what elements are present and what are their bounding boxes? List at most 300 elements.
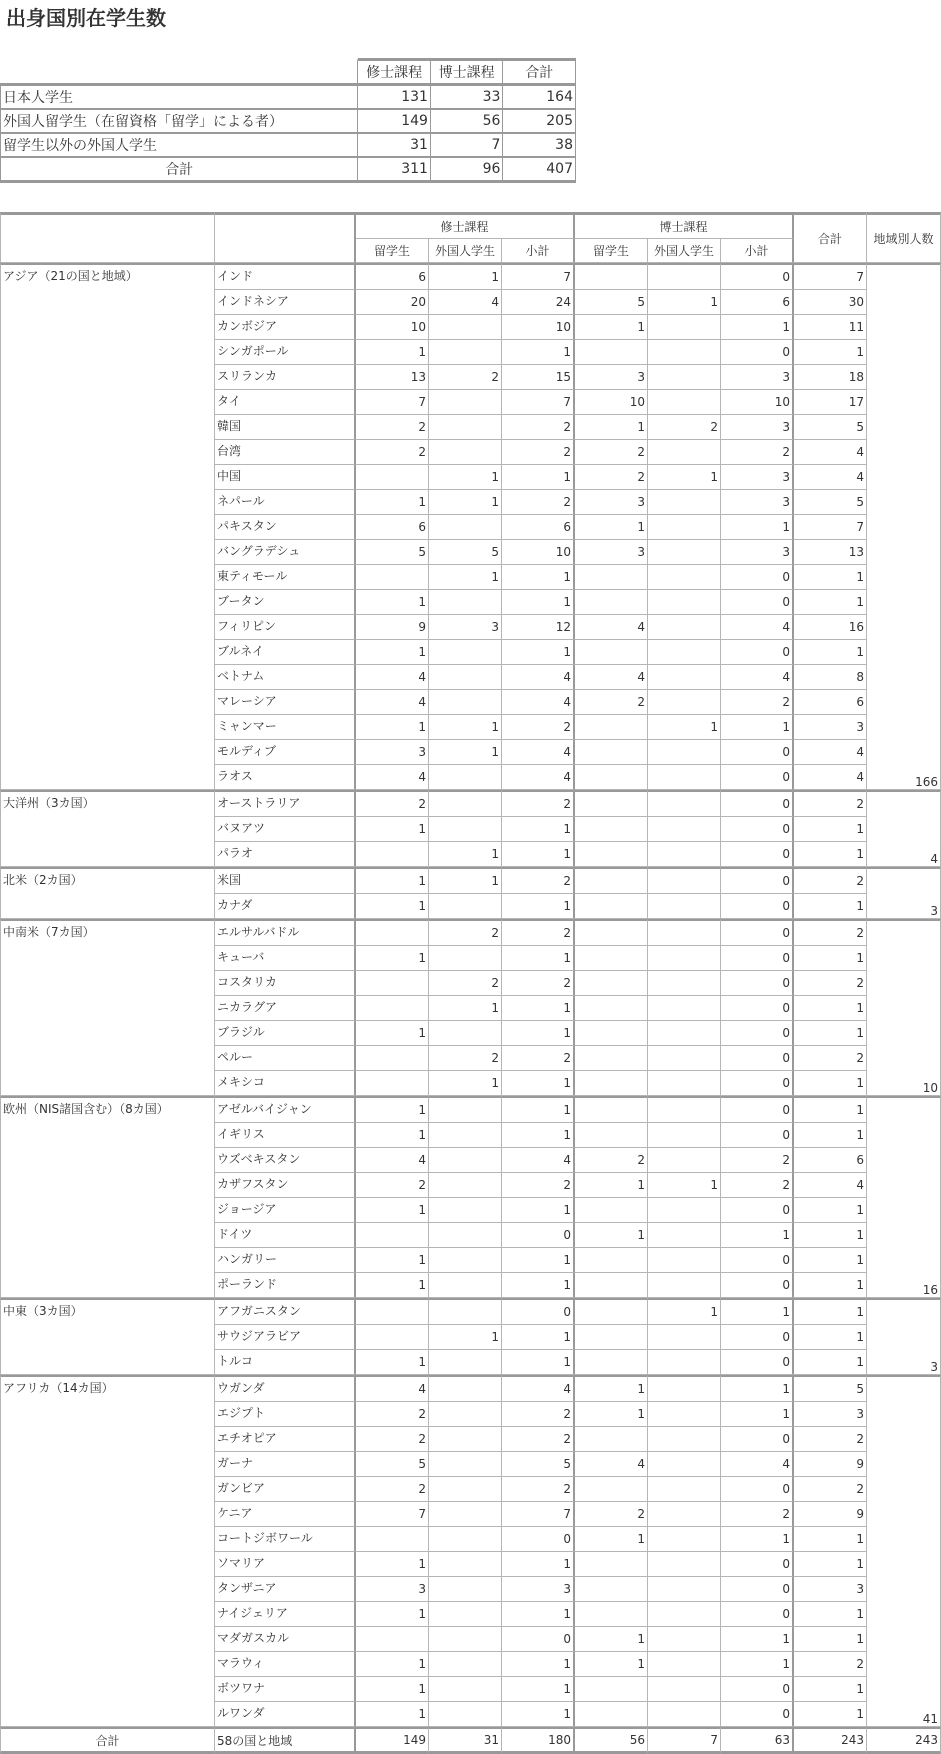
subheader-cell: 外国人学生 xyxy=(429,239,502,263)
count-cell xyxy=(648,919,721,946)
summary-value: 56 xyxy=(431,108,504,132)
count-cell xyxy=(575,1273,648,1298)
count-cell xyxy=(429,1702,502,1727)
count-cell: 2 xyxy=(721,1502,794,1527)
count-cell: 2 xyxy=(356,1427,429,1452)
country-name: マラウィ xyxy=(215,1652,356,1677)
count-cell xyxy=(575,1123,648,1148)
country-name: ウガンダ xyxy=(215,1375,356,1402)
count-cell xyxy=(429,817,502,842)
count-cell: 0 xyxy=(721,842,794,867)
count-cell: 2 xyxy=(794,971,867,996)
count-cell xyxy=(648,1350,721,1375)
count-cell: 1 xyxy=(794,1273,867,1298)
count-cell: 0 xyxy=(721,1602,794,1627)
count-cell xyxy=(429,390,502,415)
count-cell: 12 xyxy=(502,615,575,640)
count-cell: 2 xyxy=(356,415,429,440)
country-name: 韓国 xyxy=(215,415,356,440)
count-cell: 4 xyxy=(794,765,867,790)
count-cell: 15 xyxy=(502,365,575,390)
country-name: タンザニア xyxy=(215,1577,356,1602)
count-cell: 0 xyxy=(721,340,794,365)
count-cell: 4 xyxy=(502,665,575,690)
grand-total-value: 7 xyxy=(648,1727,721,1754)
count-cell: 5 xyxy=(575,290,648,315)
country-name: 台湾 xyxy=(215,440,356,465)
summary-row xyxy=(0,84,576,108)
grand-total-value: 63 xyxy=(721,1727,794,1754)
count-cell: 2 xyxy=(794,1652,867,1677)
country-name: ニカラグア xyxy=(215,996,356,1021)
country-name: ミャンマー xyxy=(215,715,356,740)
count-cell: 2 xyxy=(356,440,429,465)
country-name: トルコ xyxy=(215,1350,356,1375)
count-cell: 1 xyxy=(502,1702,575,1727)
count-cell xyxy=(575,565,648,590)
region-total-cell: 4 xyxy=(867,790,941,867)
count-cell: 2 xyxy=(502,790,575,817)
count-cell xyxy=(575,1577,648,1602)
count-cell: 1 xyxy=(575,1402,648,1427)
summary-header-doctor: 博士課程 xyxy=(431,58,504,84)
count-cell xyxy=(429,1350,502,1375)
summary-table xyxy=(0,58,576,183)
count-cell: 2 xyxy=(721,690,794,715)
count-cell: 1 xyxy=(648,465,721,490)
count-cell: 4 xyxy=(502,765,575,790)
count-cell: 1 xyxy=(794,1350,867,1375)
country-name: マレーシア xyxy=(215,690,356,715)
count-cell: 13 xyxy=(794,540,867,565)
count-cell: 5 xyxy=(429,540,502,565)
count-cell: 2 xyxy=(794,1046,867,1071)
summary-total-label: 合計 xyxy=(0,156,358,183)
count-cell xyxy=(429,1375,502,1402)
count-cell xyxy=(429,894,502,919)
count-cell: 1 xyxy=(575,315,648,340)
region-name: 大洋州（3カ国） xyxy=(0,790,215,867)
count-cell: 7 xyxy=(502,263,575,290)
count-cell: 0 xyxy=(721,1477,794,1502)
count-cell: 3 xyxy=(721,365,794,390)
count-cell: 1 xyxy=(356,946,429,971)
count-cell xyxy=(356,465,429,490)
count-cell: 0 xyxy=(721,817,794,842)
count-cell xyxy=(575,590,648,615)
grand-total-value: 56 xyxy=(575,1727,648,1754)
count-cell: 0 xyxy=(502,1223,575,1248)
count-cell xyxy=(648,971,721,996)
count-cell: 7 xyxy=(794,515,867,540)
count-cell xyxy=(575,946,648,971)
count-cell xyxy=(648,1325,721,1350)
count-cell: 1 xyxy=(794,1198,867,1223)
count-cell: 0 xyxy=(502,1627,575,1652)
count-cell: 1 xyxy=(502,1325,575,1350)
count-cell: 0 xyxy=(721,1677,794,1702)
count-cell: 4 xyxy=(429,290,502,315)
count-cell xyxy=(429,315,502,340)
count-cell: 1 xyxy=(356,1096,429,1123)
count-cell: 0 xyxy=(721,1096,794,1123)
count-cell: 6 xyxy=(502,515,575,540)
count-cell: 2 xyxy=(648,415,721,440)
count-cell: 6 xyxy=(356,263,429,290)
count-cell: 2 xyxy=(429,365,502,390)
count-cell xyxy=(575,1552,648,1577)
count-cell: 1 xyxy=(356,490,429,515)
country-name: インドネシア xyxy=(215,290,356,315)
count-cell: 4 xyxy=(356,665,429,690)
summary-value: 149 xyxy=(358,108,431,132)
subheader-cell: 留学生 xyxy=(356,239,429,263)
count-cell: 1 xyxy=(794,565,867,590)
count-cell: 2 xyxy=(575,690,648,715)
count-cell: 0 xyxy=(721,894,794,919)
count-cell: 7 xyxy=(502,390,575,415)
count-cell xyxy=(429,1273,502,1298)
count-cell xyxy=(575,1021,648,1046)
country-name: ペルー xyxy=(215,1046,356,1071)
count-cell xyxy=(575,1198,648,1223)
count-cell xyxy=(429,1652,502,1677)
country-name: ポーランド xyxy=(215,1273,356,1298)
count-cell: 0 xyxy=(721,1198,794,1223)
region-total-cell: 16 xyxy=(867,1096,941,1298)
count-cell: 1 xyxy=(356,1652,429,1677)
count-cell: 0 xyxy=(502,1298,575,1325)
count-cell: 1 xyxy=(356,1273,429,1298)
summary-value: 33 xyxy=(431,84,504,108)
count-cell: 0 xyxy=(721,919,794,946)
count-cell: 1 xyxy=(356,1677,429,1702)
count-cell: 10 xyxy=(721,390,794,415)
count-cell: 0 xyxy=(721,1427,794,1452)
count-cell: 2 xyxy=(502,919,575,946)
count-cell: 0 xyxy=(721,1248,794,1273)
count-cell: 4 xyxy=(721,665,794,690)
count-cell: 0 xyxy=(502,1527,575,1552)
country-name: キューバ xyxy=(215,946,356,971)
count-cell xyxy=(429,1148,502,1173)
count-cell: 0 xyxy=(721,946,794,971)
country-name: コートジボワール xyxy=(215,1527,356,1552)
count-cell: 1 xyxy=(721,715,794,740)
country-name: 東ティモール xyxy=(215,565,356,590)
count-cell: 7 xyxy=(502,1502,575,1527)
count-cell: 1 xyxy=(429,1325,502,1350)
group-header-row xyxy=(0,212,941,239)
count-cell xyxy=(429,1527,502,1552)
grand-total-row xyxy=(0,1727,941,1754)
count-cell: 2 xyxy=(721,440,794,465)
count-cell: 1 xyxy=(429,715,502,740)
count-cell: 1 xyxy=(721,1298,794,1325)
count-cell: 0 xyxy=(721,996,794,1021)
country-name: インド xyxy=(215,263,356,290)
count-cell: 2 xyxy=(502,415,575,440)
count-cell: 9 xyxy=(794,1502,867,1527)
count-cell: 3 xyxy=(429,615,502,640)
country-name: モルディブ xyxy=(215,740,356,765)
country-row xyxy=(0,263,941,290)
count-cell: 2 xyxy=(721,1148,794,1173)
grand-total-value: 31 xyxy=(429,1727,502,1754)
count-cell: 4 xyxy=(356,1375,429,1402)
count-cell: 1 xyxy=(794,1602,867,1627)
count-cell xyxy=(429,1602,502,1627)
count-cell xyxy=(575,1702,648,1727)
count-cell: 4 xyxy=(794,440,867,465)
count-cell: 8 xyxy=(794,665,867,690)
count-cell: 1 xyxy=(575,1223,648,1248)
count-cell: 5 xyxy=(502,1452,575,1477)
count-cell: 1 xyxy=(794,1298,867,1325)
count-cell xyxy=(648,1021,721,1046)
count-cell xyxy=(648,946,721,971)
count-cell xyxy=(648,1627,721,1652)
count-cell: 3 xyxy=(575,365,648,390)
count-cell: 3 xyxy=(721,490,794,515)
count-cell: 1 xyxy=(794,340,867,365)
country-name: アゼルバイジャン xyxy=(215,1096,356,1123)
count-cell xyxy=(648,1677,721,1702)
count-cell xyxy=(575,1350,648,1375)
count-cell: 1 xyxy=(721,1223,794,1248)
country-name: パキスタン xyxy=(215,515,356,540)
count-cell: 2 xyxy=(575,440,648,465)
country-name: ウズベキスタン xyxy=(215,1148,356,1173)
count-cell xyxy=(575,996,648,1021)
count-cell xyxy=(648,365,721,390)
count-cell: 4 xyxy=(794,1173,867,1198)
count-cell: 1 xyxy=(794,996,867,1021)
count-cell: 1 xyxy=(794,842,867,867)
count-cell xyxy=(429,946,502,971)
count-cell: 1 xyxy=(794,817,867,842)
count-cell xyxy=(575,1071,648,1096)
count-cell: 2 xyxy=(721,1173,794,1198)
count-cell: 6 xyxy=(721,290,794,315)
country-row xyxy=(0,919,941,946)
count-cell xyxy=(648,817,721,842)
count-cell xyxy=(648,1602,721,1627)
count-cell: 3 xyxy=(575,540,648,565)
count-cell: 1 xyxy=(794,946,867,971)
summary-value: 311 xyxy=(358,156,431,183)
count-cell: 0 xyxy=(721,1325,794,1350)
header-region-total: 地域別人数 xyxy=(867,212,941,263)
count-cell: 1 xyxy=(356,894,429,919)
summary-value: 164 xyxy=(503,84,576,108)
count-cell: 1 xyxy=(502,996,575,1021)
country-name: ブラジル xyxy=(215,1021,356,1046)
region-name: 中南米（7カ国） xyxy=(0,919,215,1096)
count-cell: 1 xyxy=(721,515,794,540)
country-name: ベトナム xyxy=(215,665,356,690)
count-cell: 1 xyxy=(721,1527,794,1552)
summary-header-row xyxy=(0,58,576,84)
count-cell xyxy=(648,390,721,415)
count-cell: 2 xyxy=(502,440,575,465)
count-cell xyxy=(648,1046,721,1071)
country-name: スリランカ xyxy=(215,365,356,390)
count-cell: 2 xyxy=(502,867,575,894)
count-cell xyxy=(356,1298,429,1325)
count-cell xyxy=(429,1198,502,1223)
count-cell: 1 xyxy=(502,340,575,365)
count-cell: 2 xyxy=(502,1046,575,1071)
count-cell: 1 xyxy=(429,740,502,765)
country-name: 米国 xyxy=(215,867,356,894)
count-cell: 1 xyxy=(575,415,648,440)
count-cell xyxy=(575,790,648,817)
count-cell xyxy=(648,1071,721,1096)
count-cell xyxy=(429,790,502,817)
count-cell xyxy=(429,1627,502,1652)
country-name: イギリス xyxy=(215,1123,356,1148)
count-cell xyxy=(575,263,648,290)
count-cell xyxy=(429,1298,502,1325)
count-cell xyxy=(575,919,648,946)
count-cell: 3 xyxy=(794,1402,867,1427)
count-cell: 4 xyxy=(575,665,648,690)
count-cell xyxy=(429,1402,502,1427)
count-cell xyxy=(356,971,429,996)
count-cell xyxy=(429,1427,502,1452)
count-cell xyxy=(648,1198,721,1223)
summary-corner-cell xyxy=(0,58,358,84)
country-name: カンボジア xyxy=(215,315,356,340)
count-cell: 3 xyxy=(721,415,794,440)
count-cell: 2 xyxy=(575,1148,648,1173)
count-cell: 1 xyxy=(794,1702,867,1727)
region-name: 欧州（NIS諸国含む）（8カ国） xyxy=(0,1096,215,1298)
region-name: アジア（21の国と地域） xyxy=(0,263,215,790)
count-cell xyxy=(648,1577,721,1602)
count-cell: 2 xyxy=(794,790,867,817)
count-cell: 1 xyxy=(794,1123,867,1148)
count-cell: 2 xyxy=(429,971,502,996)
count-cell: 4 xyxy=(502,690,575,715)
region-total-cell: 41 xyxy=(867,1375,941,1727)
count-cell xyxy=(429,1021,502,1046)
count-cell: 1 xyxy=(721,1375,794,1402)
grand-total-value: 243 xyxy=(867,1727,941,1754)
count-cell xyxy=(648,1552,721,1577)
count-cell: 4 xyxy=(356,765,429,790)
count-cell: 2 xyxy=(794,1427,867,1452)
count-cell: 0 xyxy=(721,1021,794,1046)
count-cell xyxy=(575,715,648,740)
count-cell: 1 xyxy=(575,1627,648,1652)
summary-value: 31 xyxy=(358,132,431,156)
count-cell: 1 xyxy=(794,1248,867,1273)
count-cell xyxy=(575,340,648,365)
count-cell: 1 xyxy=(429,996,502,1021)
count-cell: 1 xyxy=(429,565,502,590)
count-cell: 1 xyxy=(721,1652,794,1677)
count-cell xyxy=(575,1298,648,1325)
count-cell: 1 xyxy=(356,340,429,365)
country-name: ボツワナ xyxy=(215,1677,356,1702)
count-cell xyxy=(648,340,721,365)
country-name: マダガスカル xyxy=(215,1627,356,1652)
count-cell: 3 xyxy=(356,740,429,765)
count-cell: 1 xyxy=(356,715,429,740)
count-cell: 0 xyxy=(721,790,794,817)
count-cell: 1 xyxy=(648,290,721,315)
count-cell: 10 xyxy=(502,540,575,565)
summary-row-label: 日本人学生 xyxy=(0,84,358,108)
grand-total-value: 180 xyxy=(502,1727,575,1754)
country-row xyxy=(0,790,941,817)
count-cell: 0 xyxy=(721,590,794,615)
count-cell: 5 xyxy=(794,490,867,515)
country-name: バングラデシュ xyxy=(215,540,356,565)
count-cell xyxy=(648,515,721,540)
grand-total-value: 243 xyxy=(794,1727,867,1754)
count-cell: 1 xyxy=(356,867,429,894)
country-row xyxy=(0,1375,941,1402)
count-cell: 1 xyxy=(502,817,575,842)
count-cell: 1 xyxy=(356,1248,429,1273)
count-cell: 1 xyxy=(502,946,575,971)
count-cell: 4 xyxy=(575,1452,648,1477)
count-cell: 1 xyxy=(502,1677,575,1702)
count-cell xyxy=(648,615,721,640)
count-cell: 1 xyxy=(502,1652,575,1677)
count-cell xyxy=(356,842,429,867)
count-cell xyxy=(429,590,502,615)
count-cell xyxy=(356,1223,429,1248)
count-cell: 30 xyxy=(794,290,867,315)
count-cell: 11 xyxy=(794,315,867,340)
count-cell: 4 xyxy=(794,465,867,490)
count-cell: 1 xyxy=(794,1552,867,1577)
count-cell xyxy=(429,1123,502,1148)
count-cell: 2 xyxy=(575,465,648,490)
count-cell xyxy=(429,1552,502,1577)
count-cell xyxy=(575,817,648,842)
count-cell: 1 xyxy=(356,1602,429,1627)
country-name: タイ xyxy=(215,390,356,415)
country-name: カザフスタン xyxy=(215,1173,356,1198)
grand-total-countries: 58の国と地域 xyxy=(215,1727,356,1754)
count-cell xyxy=(575,842,648,867)
country-name: フィリピン xyxy=(215,615,356,640)
count-cell: 5 xyxy=(356,1452,429,1477)
count-cell: 7 xyxy=(356,390,429,415)
count-cell: 1 xyxy=(502,640,575,665)
country-name: パラオ xyxy=(215,842,356,867)
count-cell xyxy=(575,640,648,665)
count-cell: 1 xyxy=(721,315,794,340)
count-cell: 2 xyxy=(429,919,502,946)
count-cell xyxy=(648,1248,721,1273)
country-table xyxy=(0,212,941,1754)
count-cell: 3 xyxy=(356,1577,429,1602)
count-cell: 13 xyxy=(356,365,429,390)
count-cell xyxy=(429,515,502,540)
count-cell xyxy=(429,415,502,440)
count-cell: 1 xyxy=(429,490,502,515)
count-cell xyxy=(648,1096,721,1123)
count-cell xyxy=(429,665,502,690)
country-name: シンガポール xyxy=(215,340,356,365)
summary-value: 131 xyxy=(358,84,431,108)
